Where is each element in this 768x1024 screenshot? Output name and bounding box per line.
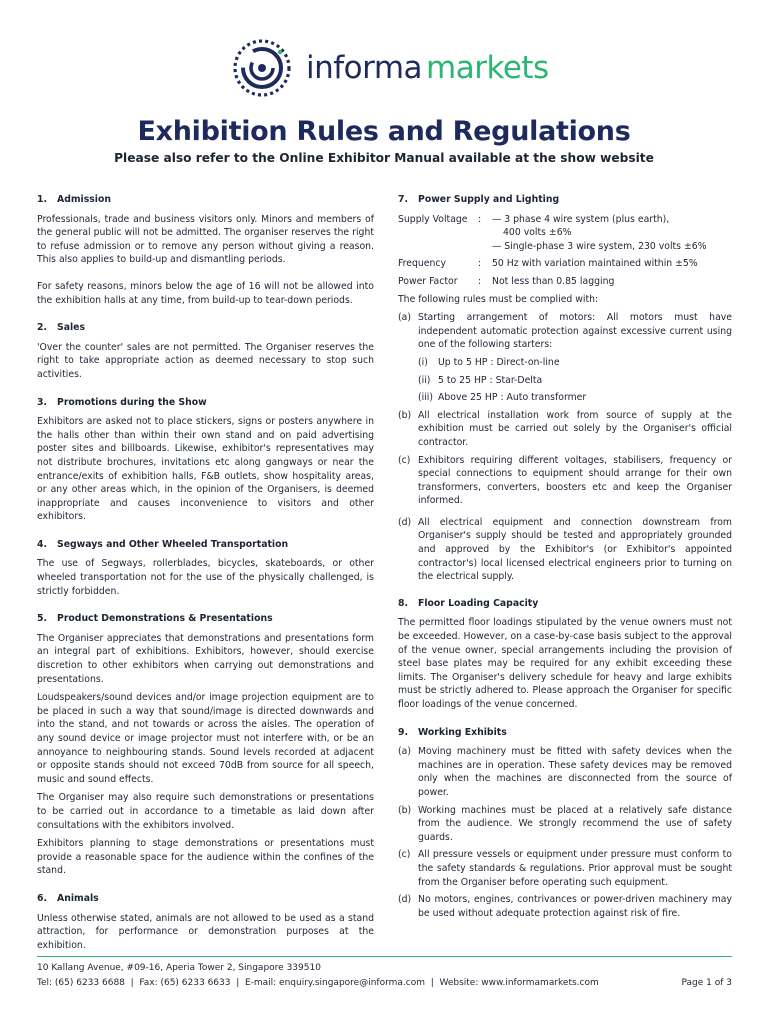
frequency-value: 50 Hz with variation maintained within ±5% — [492, 258, 698, 270]
left-column — [37, 193, 374, 957]
footer-divider — [37, 956, 732, 957]
brand-name-informa: informa — [306, 50, 423, 86]
page-subtitle: Please also refer to the Online Exhibitor Manual available at the show website — [114, 151, 654, 165]
list-label: (c) — [398, 454, 411, 466]
section-title: Floor Loading Capacity — [418, 597, 539, 609]
section-heading — [398, 597, 732, 611]
paragraph: For safety reasons, minors below the age of 16 will not be allowed into the exhibition halls at any time, from build-up to tear-down periods. — [37, 280, 374, 306]
informa-ring-logo-icon — [230, 36, 294, 100]
frequency-row — [398, 257, 732, 271]
section-number: 8. — [398, 597, 409, 609]
list-text: 5 to 25 HP : Star-Delta — [438, 374, 543, 386]
list-text: No motors, engines, contrivances or power-driven machinery may be used without adequate protection against risk of fire. — [418, 894, 732, 919]
section-title: Power Supply and Lighting — [418, 194, 560, 205]
list-label: (i) — [418, 356, 428, 368]
section-heading — [37, 612, 374, 626]
paragraph: Loudspeakers/sound devices and/or image projection equipment are to be placed in such a way that sound/image is directed downwards and into the stand, and not towards or across the aisles. The operation of any sound device or image projector must not interfere with, or be an annoyance to neighbouring stands. Sound levels recorded at adjacent or opposite stands should not exceed 70dB from source for all speech, music and sound effects. — [37, 692, 374, 785]
list-label: (d) — [398, 516, 412, 528]
supply-voltage-values — [492, 213, 732, 254]
brand-name-markets: markets — [426, 50, 549, 86]
paragraph: The permitted floor loadings stipulated by the venue owners must not be exceeded. However, on a case-by-case basis subject to the approval of the venue owner, special arrangements including the provision of steel base plates may be required for any exhibit exceeding these limits. The Organiser's delivery schedule for heavy and large exhibits must be strictly adhered to. Please approach the Organiser for specific floor loadings of the venue concerned. — [398, 617, 732, 710]
section-title: Segways and Other Wheeled Transportation — [57, 538, 289, 550]
section-number: 3. — [37, 396, 48, 408]
list-label: (a) — [398, 312, 411, 324]
sub-list-item — [418, 374, 732, 388]
section-number: 2. — [37, 322, 48, 334]
section-title: Sales — [57, 322, 85, 334]
list-item — [398, 454, 732, 508]
section-heading — [37, 892, 374, 906]
paragraph: Exhibitors are asked not to place stickers, signs or posters anywhere in the halls other than within their own stand and on paid advertising poster sites and billboards. Likewise, exhibitor's representatives may not distribute brochures, invitations etc along gangways or near the entrance/exits of exhibition halls, F&B outlets, show hospitality areas, or any other areas which, in the opinion of the Organisers, is deemed inappropriate and causes inconvenience to visitors and other exhibitors. — [37, 416, 374, 523]
sub-list-item — [418, 391, 732, 405]
supply-voltage-line: — Single-phase 3 wire system, 230 volts ±6% — [492, 240, 707, 252]
list-text: Starting arrangement of motors: All motors must have independent automatic protection against excessive current using one of the following starters: — [418, 312, 732, 351]
section-title: Promotions during the Show — [57, 396, 207, 408]
list-item — [398, 804, 732, 845]
brand-wordmark — [306, 48, 549, 88]
list-label: (d) — [398, 894, 412, 906]
section-heading — [398, 193, 732, 207]
section-title: Product Demonstrations & Presentations — [57, 613, 273, 625]
list-item — [398, 409, 732, 450]
list-item — [398, 516, 732, 584]
list-text: Above 25 HP : Auto transformer — [438, 392, 587, 404]
right-column — [398, 193, 732, 924]
supply-voltage-line: 400 volts ±6% — [503, 227, 572, 239]
list-text: Working machines must be placed at a relatively safe distance from the audience. We strongly recommend the use of safety guards. — [418, 804, 732, 843]
section-number: 4. — [37, 538, 48, 550]
footer-contact-text: Tel: (65) 6233 6688 | Fax: (65) 6233 6633 | E-mail: enquiry.singapore@informa.com | Website: www.informamarkets.com — [37, 978, 599, 988]
list-label: (c) — [398, 849, 411, 861]
list-item — [398, 311, 732, 352]
section-number: 6. — [37, 892, 48, 904]
list-text: All electrical equipment and connection downstream from Organiser's supply should be tested and appropriately grounded and approved by the Exhibitor's (or Exhibitor's appointed contractor's) local licensed electrical engineers prior to turning on the electrical supply. — [418, 516, 732, 583]
supply-voltage-line: — 3 phase 4 wire system (plus earth), — [492, 213, 670, 225]
section-title: Animals — [57, 892, 99, 904]
list-text: Exhibitors requiring different voltages, stabilisers, frequency or special connections to equipment should arrange for their own transformers, converters, boosters etc and keep the Organiser informed. — [418, 454, 732, 507]
section-number: 1. — [37, 194, 48, 205]
paragraph: The Organiser appreciates that demonstrations and presentations form an integral part of exhibitions. Exhibitors, however, should exercise discretion to other exhibitors when carrying out demonstrations and presentations. — [37, 632, 374, 685]
section-heading — [37, 538, 374, 552]
footer-contact — [37, 978, 732, 988]
section-number: 7. — [398, 194, 409, 205]
list-text: Moving machinery must be fitted with safety devices when the machines are in operation. These safety devices may be removed only when the machines are disconnected from the source of power. — [418, 746, 732, 798]
colon: : — [478, 213, 482, 225]
supply-voltage-label: Supply Voltage — [398, 213, 468, 225]
power-factor-label: Power Factor — [398, 275, 458, 287]
sub-list-item — [418, 356, 732, 370]
list-item — [398, 893, 732, 920]
list-label: (a) — [398, 746, 411, 758]
list-text: Up to 5 HP : Direct-on-line — [438, 356, 560, 368]
frequency-label: Frequency — [398, 258, 447, 270]
list-item — [398, 745, 732, 799]
list-label: (b) — [398, 804, 412, 816]
paragraph: The use of Segways, rollerblades, bicycles, skateboards, or other wheeled transportation not for the use of the physically challenged, is strictly forbidden. — [37, 558, 374, 597]
section-title: Working Exhibits — [418, 726, 507, 738]
paragraph: Exhibitors planning to stage demonstrations or presentations must provide a reasonable space for the audience within the confines of the stand. — [37, 838, 374, 877]
section-heading — [398, 726, 732, 740]
supply-voltage-row — [398, 213, 732, 254]
list-label: (b) — [398, 409, 412, 421]
power-factor-row — [398, 275, 732, 289]
list-label: (ii) — [418, 374, 431, 386]
section-heading — [37, 321, 374, 335]
brand-logo — [230, 36, 550, 100]
footer-address: 10 Kallang Avenue, #09-16, Aperia Tower 2, Singapore 339510 — [37, 963, 321, 973]
list-text: All electrical installation work from source of supply at the exhibition must be carried out solely by the Organiser's official contractor. — [418, 409, 732, 448]
colon: : — [478, 258, 482, 270]
section-number: 5. — [37, 613, 48, 625]
colon: : — [478, 275, 482, 287]
list-text: All pressure vessels or equipment under pressure must conform to the safety standards & regulations. Prior approval must be sought from the Organiser before operating such equipment. — [418, 849, 732, 888]
paragraph: The Organiser may also require such demonstrations or presentations to be carried out in accordance to a timetable as laid down after consultations with the exhibitors involved. — [37, 792, 374, 831]
section-heading — [37, 193, 374, 207]
paragraph: The following rules must be complied with: — [398, 293, 599, 305]
list-label: (iii) — [418, 392, 434, 404]
page-title: Exhibition Rules and Regulations — [137, 116, 631, 147]
section-title: Admission — [57, 194, 111, 205]
paragraph: 'Over the counter' sales are not permitted. The Organiser reserves the right to take appropriate action as deemed necessary to stop such activities. — [37, 341, 374, 380]
paragraph: Unless otherwise stated, animals are not allowed to be used as a stand attraction, for performance or demonstration purposes at the exhibition. — [37, 912, 374, 951]
page-number: Page 1 of 3 — [681, 978, 732, 988]
paragraph: Professionals, trade and business visitors only. Minors and members of the general public will not be admitted. The organiser reserves the right to refuse admission or to remove any person without giving a reason. This also applies to build-up and dismantling periods. — [37, 213, 374, 266]
section-number: 9. — [398, 726, 409, 738]
section-heading — [37, 396, 374, 410]
power-factor-value: Not less than 0.85 lagging — [492, 275, 615, 287]
list-item — [398, 848, 732, 889]
